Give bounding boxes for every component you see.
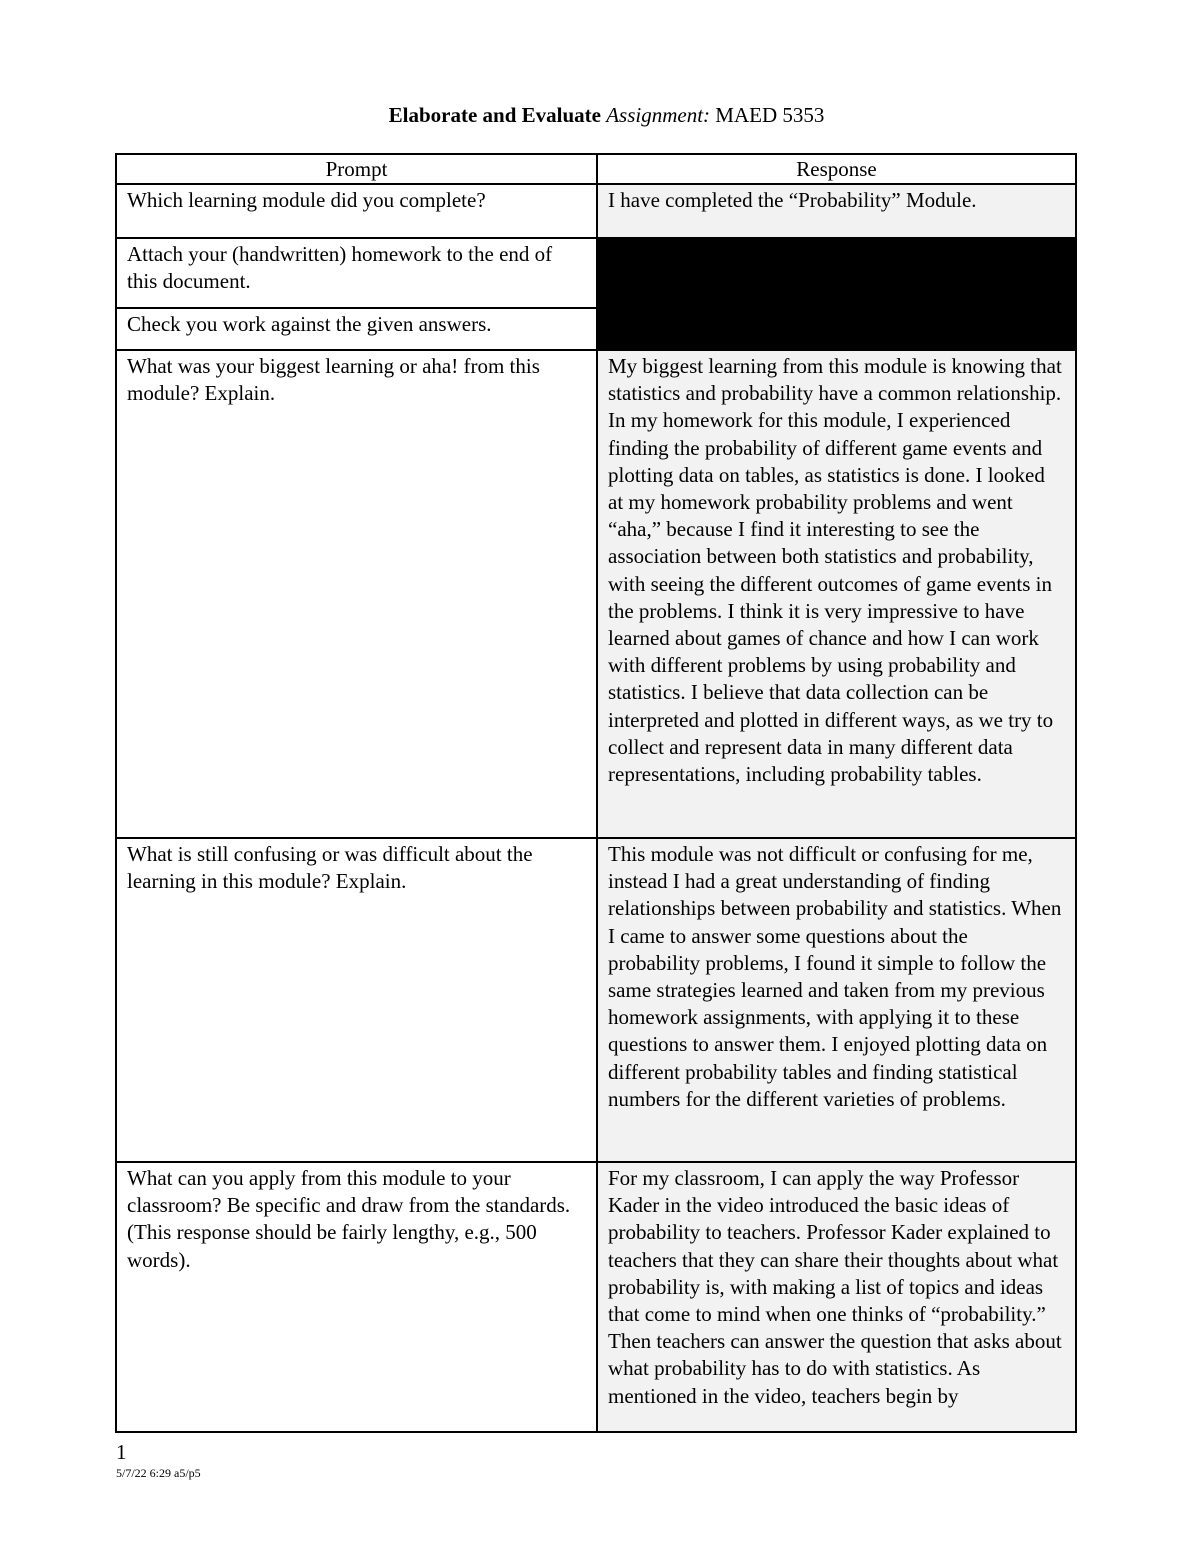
page-number: 1	[116, 1440, 127, 1464]
response-text: This module was not difficult or confusing for me, instead I had a great understanding of finding relationships between probability and statistics. When I came to answer some questions about the probability problems, I found it simple to follow the same strategies learned and taken from my previous homework assignments, with applying it to these questions to answer them. I enjoyed plotting data on different probability tables and finding statistical numbers for the different varieties of problems.	[608, 842, 1062, 1111]
response-cell	[597, 838, 1076, 1162]
prompt-cell: Which learning module did you complete?	[116, 184, 597, 238]
title-italic: Assignment:	[606, 103, 711, 127]
title-bold: Elaborate and Evaluate	[388, 103, 601, 127]
response-header: Response	[597, 154, 1076, 184]
response-cell	[597, 350, 1076, 838]
prompt-cell: Attach your (handwritten) homework to the end of this document.	[116, 238, 597, 308]
document-title	[0, 102, 1200, 128]
prompt-cell: What is still confusing or was difficult about the learning in this module? Explain.	[116, 838, 597, 1162]
response-text: My biggest learning from this module is knowing that statistics and probability have a common relationship. In my homework for this module, I experienced finding the probability of different game events and plotting data on tables, as statistics is done. I looked at my homework probability problems and went “aha,” because I find it interesting to see the association between both statistics and probability, with seeing the different outcomes of game events in the problems. I think it is very impressive to have learned about games of chance and how I can work with different problems by using probability and statistics. I believe that data collection can be interpreted and plotted in different ways, as we try to collect and represent data in many different data representations, including probability tables.	[608, 354, 1062, 787]
response-cell: I have completed the “Probability” Module.	[597, 184, 1076, 238]
table-header-row	[116, 154, 1076, 184]
table-row	[116, 838, 1076, 1162]
title-course: MAED 5353	[715, 103, 825, 127]
table-row	[116, 238, 1076, 308]
response-cell	[597, 1162, 1076, 1432]
date-stamp: 5/7/22 6:29 a5/p5	[116, 1466, 201, 1480]
table-row	[116, 350, 1076, 838]
prompt-cell: Check you work against the given answers.	[116, 308, 597, 350]
prompt-cell: What can you apply from this module to your classroom? Be specific and draw from the standards. (This response should be fairly lengthy, e.g., 500 words).	[116, 1162, 597, 1432]
prompt-header: Prompt	[116, 154, 597, 184]
assignment-table	[115, 153, 1077, 1433]
response-text: For my classroom, I can apply the way Professor Kader in the video introduced the basic ideas of probability to teachers. Professor Kader explained to teachers that they can share their thoughts about what probability is, with making a list of topics and ideas that come to mind when one thinks of “probability.” Then teachers can answer the question that asks about what probability has to do with statistics. As mentioned in the video, teachers begin by	[608, 1166, 1062, 1408]
prompt-cell: What was your biggest learning or aha! from this module? Explain.	[116, 350, 597, 838]
table-row	[116, 1162, 1076, 1432]
table-row	[116, 184, 1076, 238]
redacted-response-cell	[597, 238, 1076, 350]
